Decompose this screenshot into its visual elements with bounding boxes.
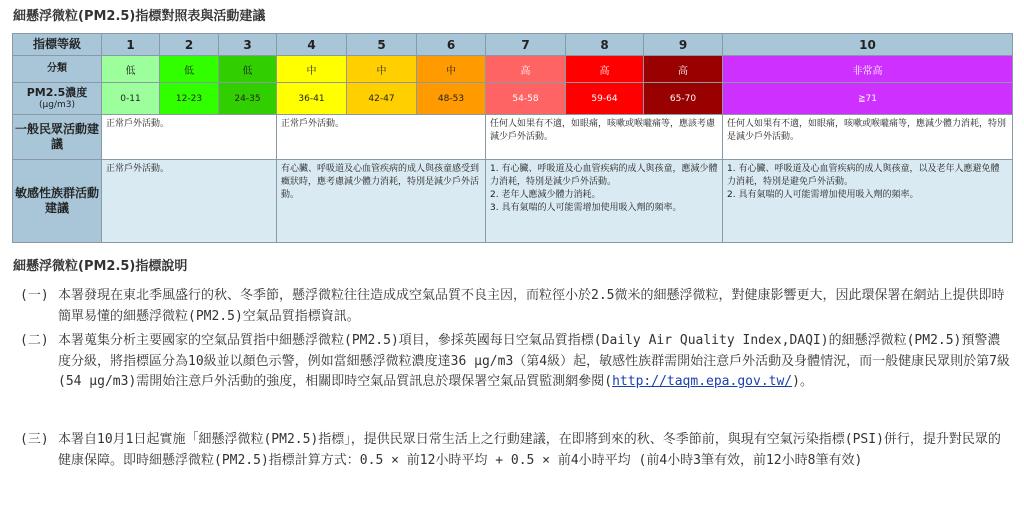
sensitive-advice-row [13,160,1013,243]
range-cell: ≧71 [723,83,1013,115]
concentration-row [13,83,1013,115]
range-cell: 12-23 [160,83,219,115]
sensitive-advice-cell [486,160,723,243]
range-cell: 24-35 [219,83,277,115]
category-cell: 低 [102,56,160,83]
range-cell: 59-64 [566,83,644,115]
page-title [13,5,265,24]
sensitive-advice-cell [723,160,1013,243]
range-cell: 42-47 [347,83,417,115]
level-cell: 7 [486,34,566,56]
paragraph-text-b: )。 [792,374,813,389]
range-cell: 54-58 [486,83,566,115]
sensitive-advice-cell: 正常戶外活動。 [102,160,277,243]
paragraph-text-a: 本署蒐集分析主要國家的空氣品質指中細懸浮微粒(PM2.5)項目，參採英國每日空氣品質指標(Daily Air Quality Index,DAQI)的細懸浮微粒(PM2.5)預警濃度分級，將指標區分為10級並以顏色示警，例如當細懸浮微粒濃度達36 μg/m3（第4級）起，敏感性族群需開始注意戶外活動及身體情況，而一般健康民眾則於第7級(54 μg/m3)需開始注意戶外活動的強度，相關即時空氣品質訊息於環保署空氣品質監測網參閱( [58,333,1010,389]
range-cell: 36-41 [277,83,347,115]
advice-item: 1. 有心臟、呼吸道及心血管疾病的成人與孩童，以及老年人應避免體力消耗，特別是避免戶外活動。 [727,164,1000,188]
concentration-label: PM2.5濃度 [26,86,88,99]
range-cell: 0-11 [102,83,160,115]
category-header: 分類 [13,56,102,83]
paragraph-number: (三) [20,432,49,447]
general-advice-cell: 任何人如果有不適，如眼痛，咳嗽或喉嚨痛等，應該考慮減少戶外活動。 [486,115,723,160]
level-cell: 8 [566,34,644,56]
category-cell: 高 [644,56,723,83]
concentration-unit: (μg/m3) [39,99,75,110]
level-cell: 3 [219,34,277,56]
explanation-title: 細懸浮微粒(PM2.5)指標說明 [13,259,188,274]
advice-item: 2. 具有氣喘的人可能需增加使用吸入劑的頻率。 [727,190,919,201]
level-cell: 1 [102,34,160,56]
category-cell: 低 [219,56,277,83]
explanation-paragraph-3 [20,430,1010,471]
paragraph-text: 本署自10月1日起實施「細懸浮微粒(PM2.5)指標」，提供民眾日常生活上之行動建議，在即將到來的秋、冬季節前，與現有空氣污染指標(PSI)併行，提升對民眾的健康保障。即時細懸浮微粒(PM2.5)指標計算方式：0.5 × 前12小時平均 + 0.5 × 前4小時平均 (前4小時3筆有效，前12小時8筆有效) [58,432,1001,468]
pm25-index-table [12,33,1013,243]
category-cell: 非常高 [723,56,1013,83]
category-row [13,56,1013,83]
concentration-header [13,83,102,115]
category-cell: 中 [277,56,347,83]
general-advice-row [13,115,1013,160]
paragraph-text: 本署發現在東北季風盛行的秋、冬季節，懸浮微粒往往造成成空氣品質不良主因，而粒徑小於2.5微米的細懸浮微粒，對健康影響更大，因此環保署在網站上提供即時簡單易懂的細懸浮微粒(PM2.5)空氣品質指標資訊。 [58,288,1005,324]
general-advice-cell: 任何人如果有不適，如眼痛，咳嗽或喉嚨痛等，應減少體力消耗，特別是減少戶外活動。 [723,115,1013,160]
level-header: 指標等級 [13,34,102,56]
level-cell: 10 [723,34,1013,56]
advice-item: 1. 有心臟、呼吸道及心血管疾病的成人與孩童，應減少體力消耗，特別是減少戶外活動。 [490,164,718,188]
level-cell: 6 [417,34,486,56]
range-cell: 48-53 [417,83,486,115]
general-advice-cell: 正常戶外活動。 [277,115,486,160]
category-cell: 中 [417,56,486,83]
general-advice-header: 一般民眾活動建議 [13,115,102,160]
category-cell: 低 [160,56,219,83]
category-cell: 高 [486,56,566,83]
explanation-paragraph-2 [20,331,1010,393]
paragraph-number: (一) [20,288,49,303]
level-cell: 5 [347,34,417,56]
page-title-text: 細懸浮微粒(PM2.5)指標對照表與活動建議 [13,9,266,24]
advice-item: 3. 具有氣喘的人可能需增加使用吸入劑的頻率。 [490,203,682,214]
advice-item: 2. 老年人應減少體力消耗。 [490,190,601,201]
paragraph-number: (二) [20,333,49,348]
level-cell: 2 [160,34,219,56]
level-cell: 9 [644,34,723,56]
sensitive-advice-header: 敏感性族群活動建議 [13,160,102,243]
range-cell: 65-70 [644,83,723,115]
level-row [13,34,1013,56]
paragraph-text [58,331,1010,393]
general-advice-cell: 正常戶外活動。 [102,115,277,160]
category-cell: 中 [347,56,417,83]
sensitive-advice-cell: 有心臟、呼吸道及心血管疾病的成人與孩童感受到癥狀時，應考慮減少體力消耗，特別是減少戶外活動。 [277,160,486,243]
taqm-link[interactable]: http://taqm.epa.gov.tw/ [612,374,793,389]
category-cell: 高 [566,56,644,83]
level-cell: 4 [277,34,347,56]
explanation-paragraph-1 [20,286,1010,327]
